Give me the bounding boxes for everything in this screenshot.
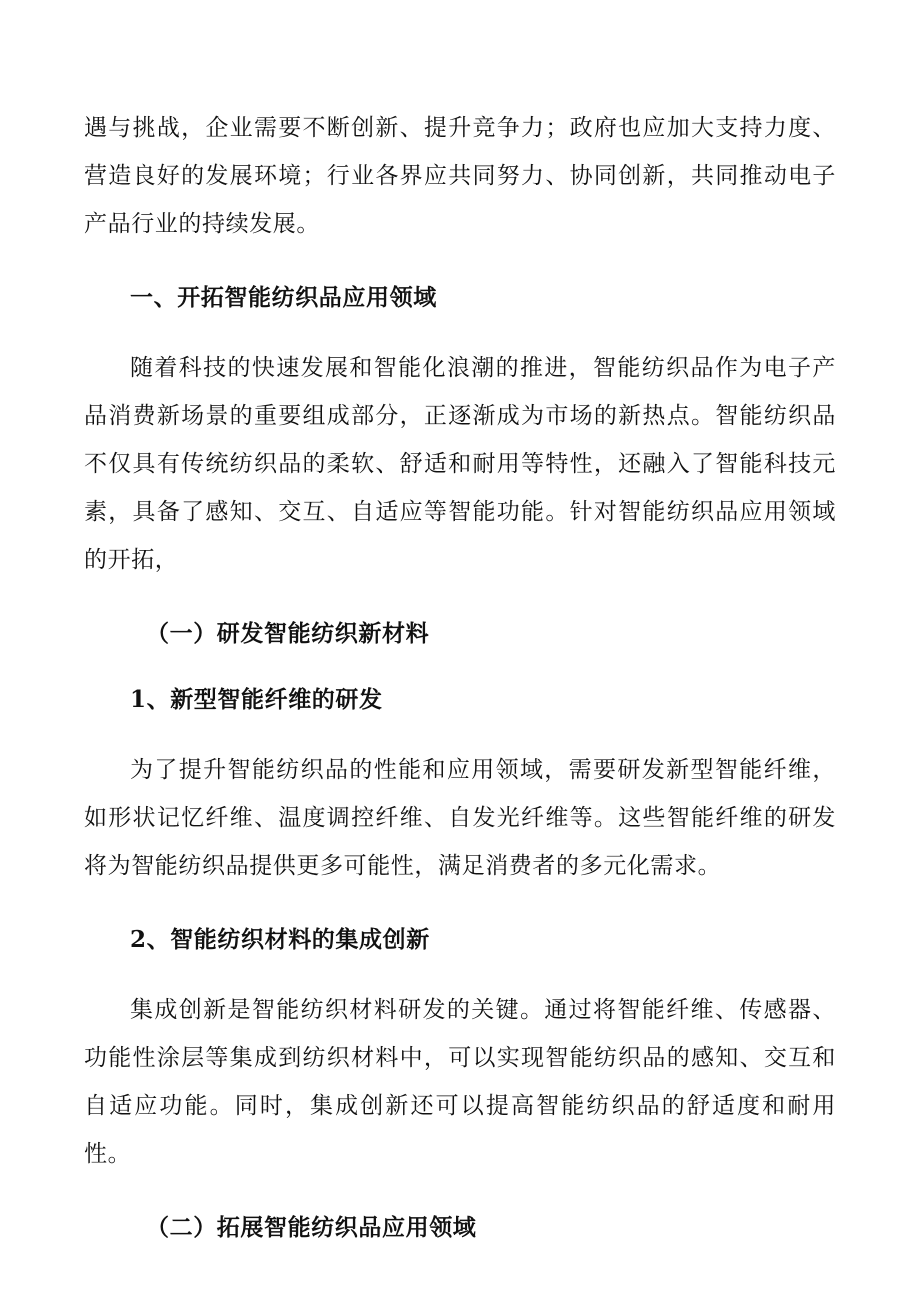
section-body-paragraph: 随着科技的快速发展和智能化浪潮的推进，智能纺织品作为电子产品消费新场景的重要组成部分，正逐渐成为市场的新热点。智能纺织品不仅具有传统纺织品的柔软、舒适和耐用等特性，还融入了智能科技元素，具备了感知、交互、自适应等智能功能。针对智能纺织品应用领域的开拓， [84,355,836,573]
section-heading: 一、开拓智能纺织品应用领域 [130,284,437,311]
subsection-heading-2: （二）拓展智能纺织品应用领域 [146,1214,477,1241]
item-body-paragraph-1: 为了提升智能纺织品的性能和应用领域，需要研发新型智能纤维，如形状记忆纤维、温度调控纤维、自发光纤维等。这些智能纤维的研发将为智能纺织品提供更多可能性，满足消费者的多元化需求。 [84,757,836,879]
item-heading-1: 1、新型智能纤维的研发 [130,686,383,713]
item-body-paragraph-2: 集成创新是智能纺织材料研发的关键。通过将智能纤维、传感器、功能性涂层等集成到纺织材料中，可以实现智能纺织品的感知、交互和自适应功能。同时，集成创新还可以提高智能纺织品的舒适度和耐用性。 [84,997,836,1167]
subsection-heading-1: （一）研发智能纺织新材料 [146,620,430,647]
item-heading-2: 2、智能纺织材料的集成创新 [130,926,430,953]
intro-paragraph: 遇与挑战，企业需要不断创新、提升竞争力；政府也应加大支持力度、营造良好的发展环境；行业各界应共同努力、协同创新，共同推动电子产品行业的持续发展。 [84,115,836,237]
